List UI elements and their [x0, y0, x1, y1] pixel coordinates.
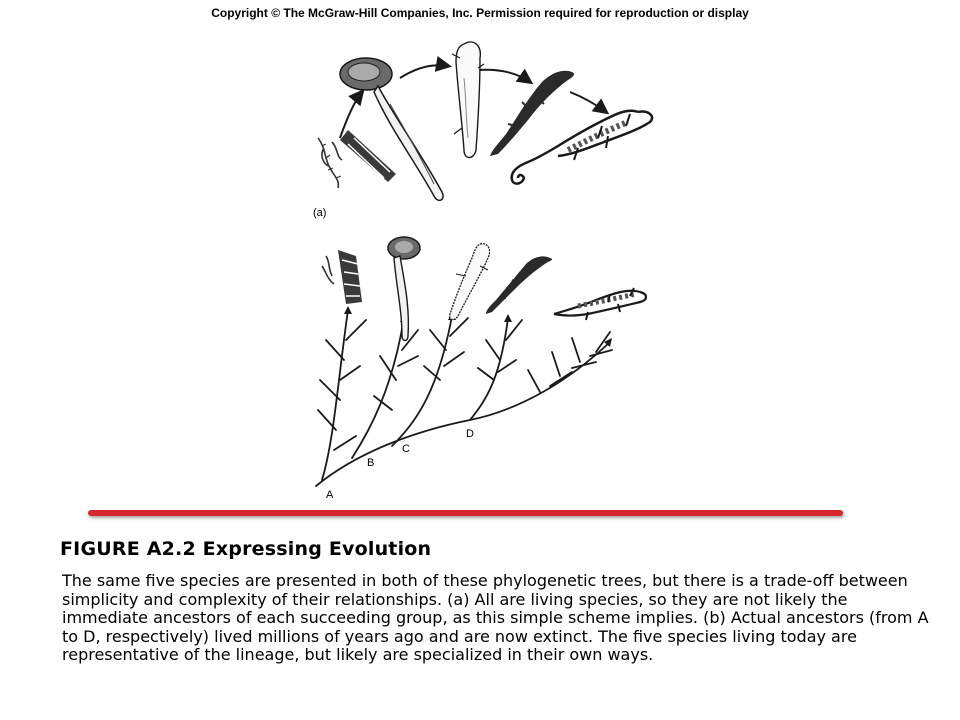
- divider-bar: [88, 510, 843, 516]
- coral-polyp-icon: [322, 250, 362, 304]
- panel-a: [313, 42, 652, 219]
- node-label-d: D: [466, 428, 474, 440]
- fish-icon: [450, 244, 490, 320]
- main-lineage: [316, 342, 610, 486]
- lamprey-icon: [388, 237, 420, 341]
- figure-title: FIGURE A2.2 Expressing Evolution: [60, 538, 432, 560]
- node-label-a: A: [326, 489, 334, 501]
- lungfish-icon: [486, 256, 552, 314]
- coral-polyp-icon: [318, 130, 396, 188]
- panel-a-label: (a): [313, 207, 327, 219]
- branch-lamprey: [352, 318, 404, 458]
- panel-b: [316, 237, 646, 501]
- node-label-b: B: [367, 457, 375, 469]
- copyright-notice: Copyright © The McGraw-Hill Companies, Inc. Permission required for reproduction or display: [211, 6, 749, 20]
- salamander-icon: [512, 111, 652, 184]
- node-label-c: C: [402, 443, 410, 455]
- salamander-icon: [554, 288, 646, 320]
- figure-caption: The same five species are presented in both of these phylogenetic trees, but there is a trade-off between simplicity and complexity of their relationships. (a) All are living species, so they are not likely the immediate ancestors of each succeeding group, as this simple scheme implies. (b) Actual ancestors (from A to D, respectively) lived millions of years ago and are now extinct. The five species living today are representative of the lineage, but likely are specialized in their own ways.: [62, 571, 929, 664]
- arrow-3: [478, 70, 530, 82]
- arrow-2: [400, 65, 448, 78]
- lamprey-icon: [340, 58, 443, 200]
- fish-icon: [452, 42, 484, 158]
- arrow-1: [340, 92, 362, 138]
- arrow-4: [570, 92, 606, 112]
